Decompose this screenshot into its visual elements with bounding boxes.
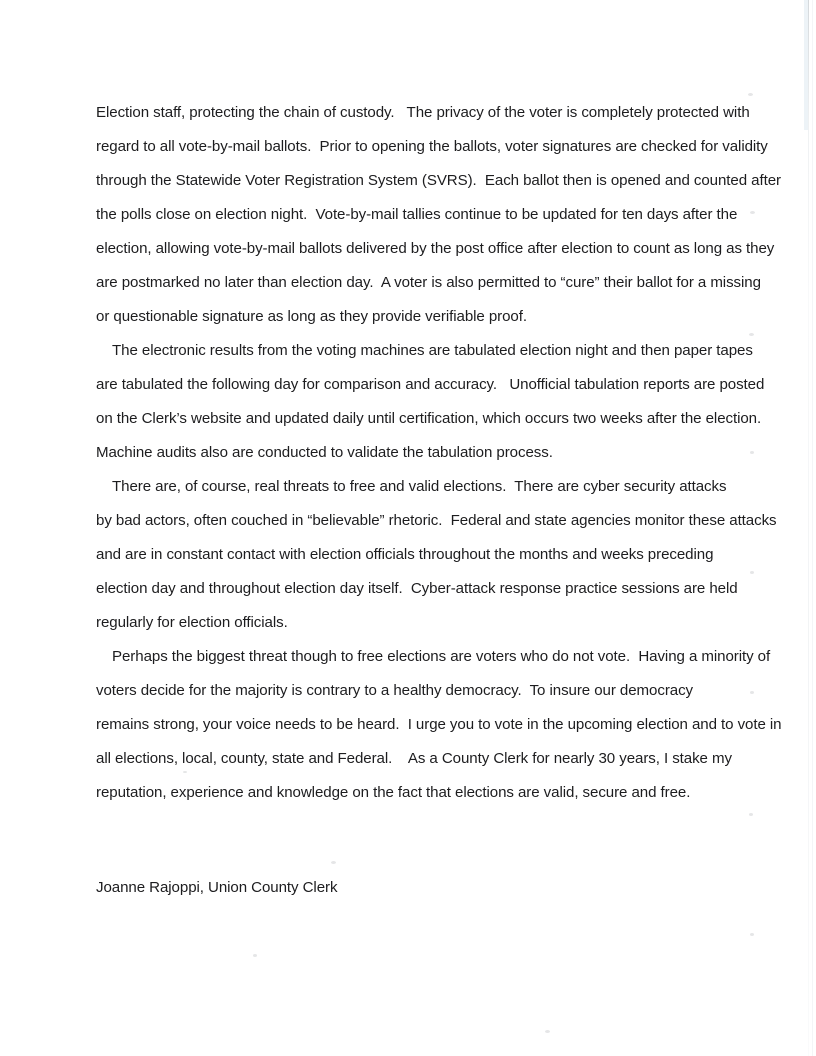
paragraph (96, 640, 782, 810)
letter-body (96, 96, 782, 810)
body-line: election day and throughout election day itself. Cyber-attack response practice sessions are held (96, 580, 738, 597)
body-line: Machine audits also are conducted to validate the tabulation process. (96, 444, 553, 461)
body-line: through the Statewide Voter Registration System (SVRS). Each ballot then is opened and counted after (96, 172, 781, 189)
body-line: are tabulated the following day for comparison and accuracy. Unofficial tabulation reports are posted (96, 376, 765, 393)
scan-speck (750, 211, 755, 214)
scan-speck (748, 93, 753, 96)
body-line: and are in constant contact with election officials throughout the months and weeks preceding (96, 546, 714, 563)
scan-edge-line (808, 0, 809, 1056)
body-line: Election staff, protecting the chain of custody. The privacy of the voter is completely protected with (96, 104, 750, 121)
scan-speck (253, 954, 257, 957)
scan-speck (749, 813, 753, 816)
paragraph (96, 96, 781, 334)
body-line: or questionable signature as long as they provide verifiable proof. (96, 308, 527, 325)
body-line: reputation, experience and knowledge on the fact that elections are valid, secure and free. (96, 784, 691, 801)
scan-edge-line-secondary (812, 0, 813, 1056)
body-line: voters decide for the majority is contrary to a healthy democracy. To insure our democracy (96, 682, 694, 699)
body-line: the polls close on election night. Vote-by-mail tallies continue to be updated for ten days after the (96, 206, 738, 223)
paragraph (96, 470, 777, 640)
body-line: Perhaps the biggest threat though to free elections are voters who do not vote. Having a minority of (112, 648, 771, 665)
scan-speck (749, 333, 754, 336)
body-line: regularly for election officials. (96, 614, 288, 631)
scan-speck (545, 1030, 550, 1033)
body-line: There are, of course, real threats to free and valid elections. There are cyber security attacks (112, 478, 727, 495)
scan-speck (750, 691, 754, 694)
body-line: The electronic results from the voting machines are tabulated election night and then paper tapes (112, 342, 753, 359)
paragraph (96, 334, 765, 470)
scan-speck (750, 451, 754, 454)
signature-line: Joanne Rajoppi, Union County Clerk (96, 879, 338, 896)
body-line: by bad actors, often couched in “believable” rhetoric. Federal and state agencies monitor these attacks (96, 512, 777, 529)
body-line: regard to all vote-by-mail ballots. Prior to opening the ballots, voter signatures are checked for validity (96, 138, 768, 155)
scan-speck (331, 861, 336, 864)
body-line: election, allowing vote-by-mail ballots delivered by the post office after election to count as long as they (96, 240, 775, 257)
scan-speck (750, 933, 754, 936)
body-line: are postmarked no later than election day. A voter is also permitted to “cure” their ballot for a missing (96, 274, 761, 291)
body-line: remains strong, your voice needs to be heard. I urge you to vote in the upcoming election and to vote in (96, 716, 782, 733)
body-line: all elections, local, county, state and Federal. As a County Clerk for nearly 30 years, I stake my (96, 750, 732, 767)
scan-speck (750, 571, 754, 574)
body-line: on the Clerk’s website and updated daily until certification, which occurs two weeks after the election. (96, 410, 762, 427)
